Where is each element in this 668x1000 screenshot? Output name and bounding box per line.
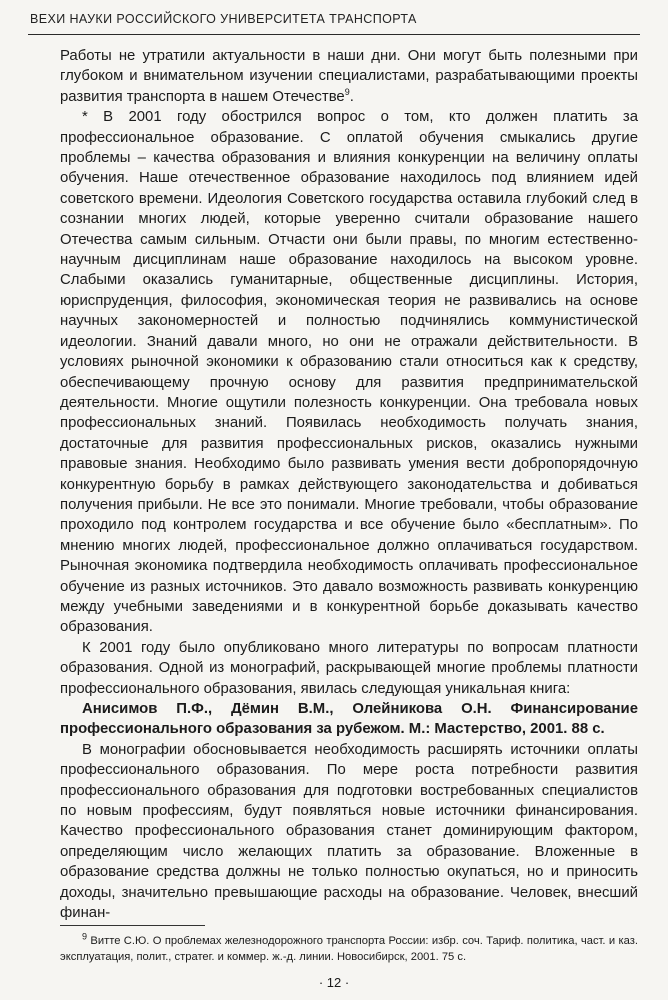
footnote xyxy=(60,933,638,965)
footnote-9 xyxy=(60,933,638,965)
paragraph-1-text: Работы не утратили актуальности в наши дни. Они могут быть полезными при глубоком и внимательном изучении специалистами, разрабатывающими проекты развития транспорта в нашем Отечестве xyxy=(60,48,638,105)
header-rule xyxy=(28,34,640,35)
paragraph-1 xyxy=(60,46,638,107)
book-citation: Анисимов П.Ф., Дёмин В.М., Олейникова О.Н. Финансирование профессионального образования за рубежом. М.: Мастерство, 2001. 88 с. xyxy=(60,701,638,738)
footnote-rule xyxy=(60,925,205,926)
footnote-text: Витте С.Ю. О проблемах железнодорожного транспорта России: избр. соч. Тариф. политика, част. и каз. эксплуатация, полит., стратег. и коммер. ж.-д. линии. Новосибирск, 2001. 75 с. xyxy=(60,935,638,963)
paragraph-1-end: . xyxy=(349,88,354,105)
footnote-marker: 9 xyxy=(82,931,88,942)
paragraph-2: * В 2001 году обострился вопрос о том, кто должен платить за профессиональное образование. С оплатой обучения смыкались другие проблемы – качества образования и влияния конкуренции на величину оплаты обучения. Наше отечественное образование находилось под влиянием идей советского времени. Идеология Советского государства оставила глубокий след в сознании многих людей, которые уверенно считали образование нашего Отечества самым сильным. Отчасти они были правы, по многим естественно-научным дисциплинам наше образование находилось на высоком уровне. Слабыми оказались гуманитарные, общественные дисциплины. История, юриспруденция, философия, экономическая теория не развивались на основе научных закономерностей и полностью подчинялись коммунистической идеологии. Знаний давали много, но они не отражали действительности. В условиях рыночной экономики к образованию стали относиться как к средству, обеспечивающему прочную основу для развития предпринимательской деятельности. Многие ощутили полезность конкуренции. Она требовала новых профессиональных знаний. Появилась необходимость получать знания, достаточные для развития профессиональных рисков, оказались нужными правовые знания. Необходимо было развивать умения вести добропорядочную конкурентную борьбу в рамках действующего законодательства и добиваться получения прибыли. Не все это понимали. Многие требовали, чтобы образование проходило под контролем государства и все обучение было «бесплатным». По мнению многих людей, профессиональное должно оплачиваться государством. Рыночная экономика подтвердила необходимость оплачивать профессиональное обучение из разных источников. Это давало возможность развивать конкуренцию между учебными заведениями и в конкурентной борьбе доказывать качество образования. xyxy=(60,109,638,636)
paragraph-4: В монографии обосновывается необходимость расширять источники оплаты профессионального образования. По мере роста потребности развития профессионального образования для подготовки востребованных специалистов по новым профессиям, будут появляться новые источники финансирования. Качество профессионального образования станет доминирующим фактором, определяющим число желающих платить за образование. Вложенные в образование средства должны не только полностью окупаться, но и приносить доходы, значительно превышающие расходы на образование. Человек, внесший финан- xyxy=(60,741,638,922)
paragraph-3: К 2001 году было опубликовано много литературы по вопросам платности образования. Одной из монографий, раскрывающей многие проблемы платности профессионального образования, явилась следующая уникальная книга: xyxy=(60,639,638,697)
footnote-reference: 9 xyxy=(344,86,350,97)
running-header: ВЕХИ НАУКИ РОССИЙСКОГО УНИВЕРСИТЕТА ТРАНСПОРТА xyxy=(30,12,417,26)
page-number: · 12 · xyxy=(318,975,350,990)
body-text xyxy=(60,46,638,923)
